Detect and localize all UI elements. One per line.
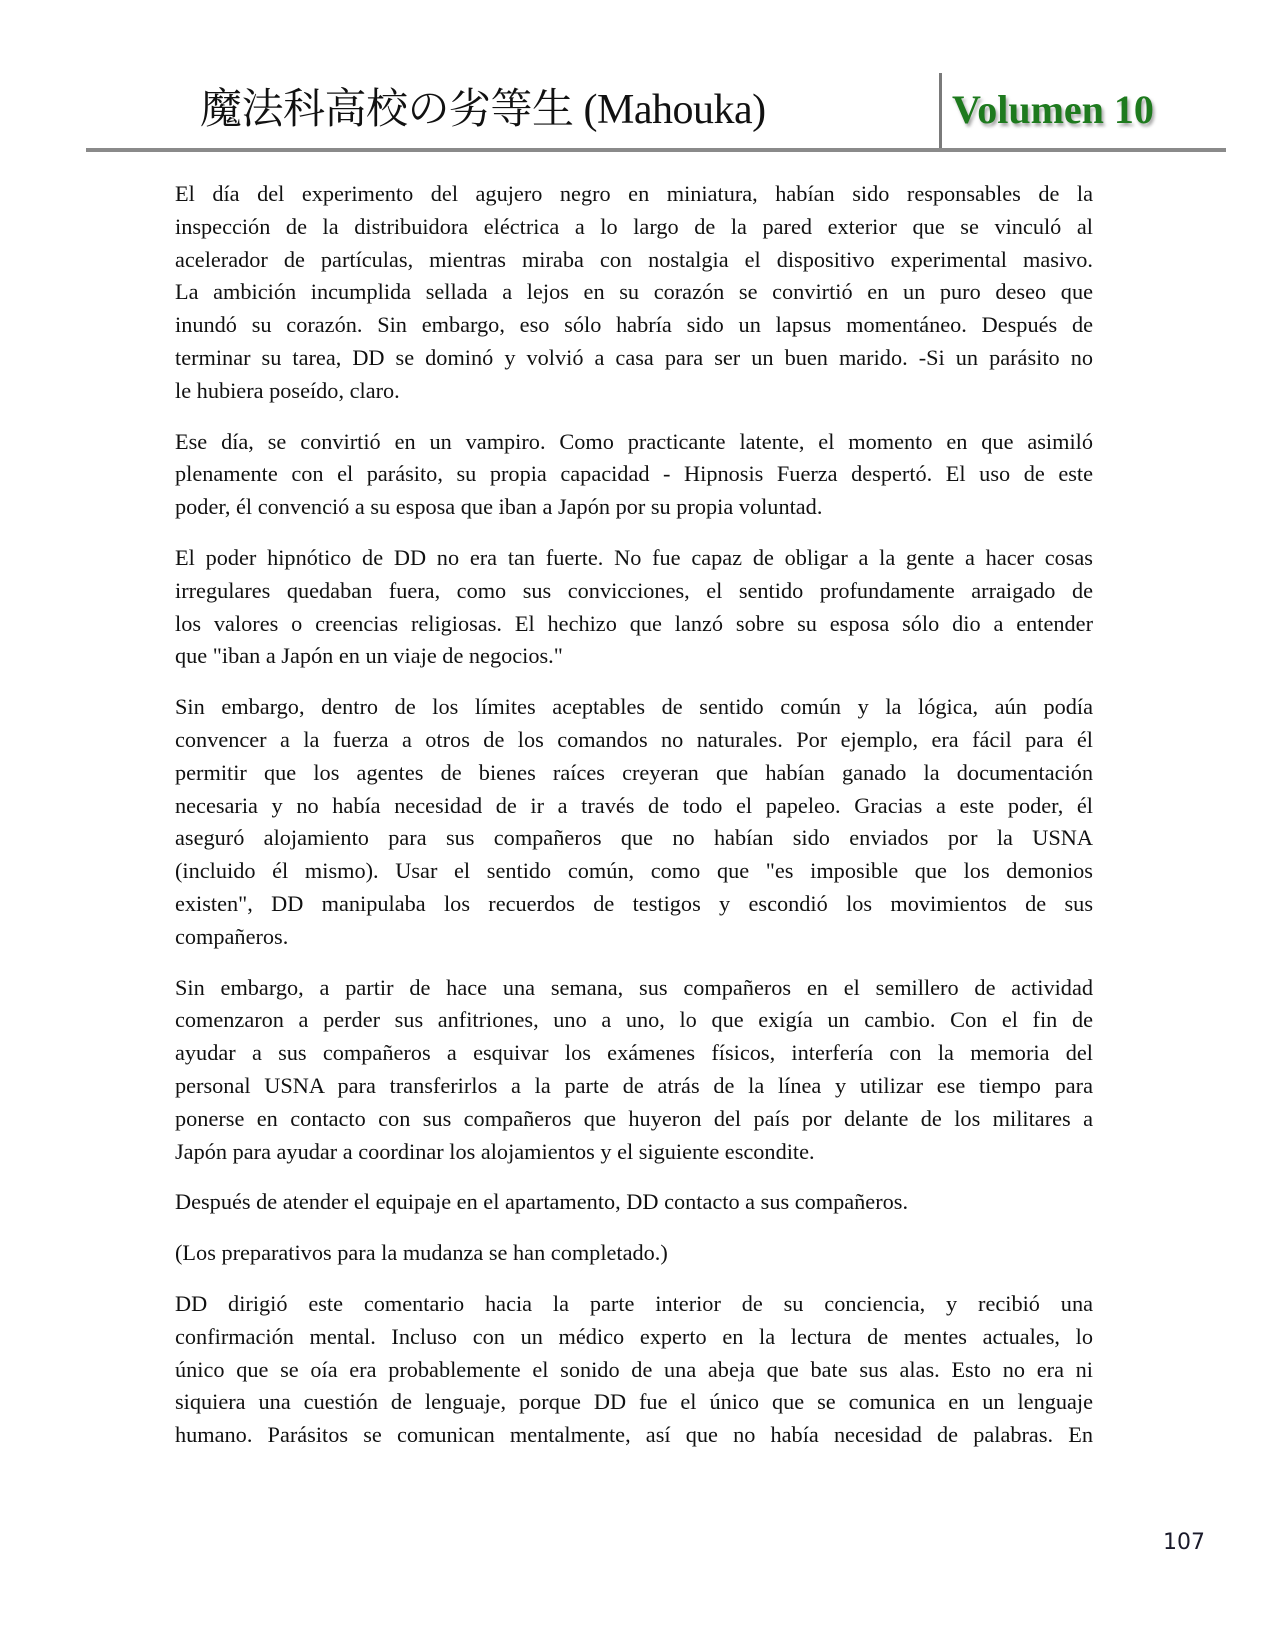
text-line: El poder hipnótico de DD no era tan fuerte. No fue capaz de obligar a la gente a hacer cosas xyxy=(175,544,1093,570)
text-line: ayudar a sus compañeros a esquivar los exámenes físicos, interfería con la memoria del xyxy=(175,1040,1093,1066)
body-text xyxy=(175,178,1093,1470)
paragraph xyxy=(175,1237,1093,1270)
page-header xyxy=(0,0,1275,160)
text-line: le hubiera poseído, claro. xyxy=(175,377,400,403)
text-line: siquiera una cuestión de lenguaje, porque DD fue el único que se comunica en un lenguaje xyxy=(175,1389,1093,1415)
text-line: (incluido él mismo). Usar el sentido común, como que "es imposible que los demonios xyxy=(175,858,1093,884)
text-line: El día del experimento del agujero negro en miniatura, habían sido responsables de la xyxy=(175,181,1093,206)
text-line: convencer a la fuerza a otros de los comandos no naturales. Por ejemplo, era fácil para él xyxy=(175,726,1093,752)
book-title: 魔法科高校の劣等生 (Mahouka) xyxy=(200,87,766,133)
page-number: 107 xyxy=(1163,1530,1205,1555)
text-line: Japón para ayudar a coordinar los alojamientos y el siguiente escondite. xyxy=(175,1138,815,1164)
paragraph xyxy=(175,542,1093,673)
text-line: comenzaron a perder sus anfitriones, uno a uno, lo que exigía un cambio. Con el fin de xyxy=(175,1007,1093,1033)
text-line: Después de atender el equipaje en el apartamento, DD contacto a sus compañeros. xyxy=(175,1189,909,1215)
text-line: existen", DD manipulaba los recuerdos de testigos y escondió los movimientos de sus xyxy=(175,890,1093,916)
text-line: (Los preparativos para la mudanza se han completado.) xyxy=(175,1240,668,1266)
volume-label: Volumen 10 xyxy=(952,87,1154,132)
paragraph xyxy=(175,178,1093,408)
text-line: irregulares quedaban fuera, como sus convicciones, el sentido profundamente arraigado de xyxy=(175,577,1093,603)
header-separator xyxy=(939,73,942,150)
paragraph xyxy=(175,972,1093,1169)
text-line: acelerador de partículas, mientras miraba con nostalgia el dispositivo experimental masivo. xyxy=(175,246,1093,272)
text-line: que "iban a Japón en un viaje de negocios." xyxy=(175,643,563,669)
paragraph xyxy=(175,691,1093,953)
text-line: La ambición incumplida sellada a lejos en su corazón se convirtió en un puro deseo que xyxy=(175,279,1093,305)
text-line: Sin embargo, dentro de los límites aceptables de sentido común y la lógica, aún podía xyxy=(175,694,1093,720)
paragraph xyxy=(175,1186,1093,1219)
paragraph xyxy=(175,1288,1093,1452)
text-line: confirmación mental. Incluso con un médico experto en la lectura de mentes actuales, lo xyxy=(175,1323,1093,1349)
text-line: ponerse en contacto con sus compañeros que huyeron del país por delante de los militares a xyxy=(175,1105,1093,1131)
text-line: los valores o creencias religiosas. El hechizo que lanzó sobre su esposa sólo dio a entender xyxy=(175,610,1093,636)
header-rule xyxy=(86,148,1226,152)
text-line: Ese día, se convirtió en un vampiro. Como practicante latente, el momento en que asimiló xyxy=(175,428,1093,454)
text-line: compañeros. xyxy=(175,923,289,949)
text-line: inspección de la distribuidora eléctrica a lo largo de la pared exterior que se vinculó al xyxy=(175,213,1093,239)
paragraph xyxy=(175,426,1093,524)
text-line: plenamente con el parásito, su propia capacidad - Hipnosis Fuerza despertó. El uso de este xyxy=(175,461,1093,487)
text-line: permitir que los agentes de bienes raíces creyeran que habían ganado la documentación xyxy=(175,759,1093,785)
text-line: Sin embargo, a partir de hace una semana, sus compañeros en el semillero de actividad xyxy=(175,974,1093,1000)
text-line: humano. Parásitos se comunican mentalmente, así que no había necesidad de palabras. En xyxy=(175,1422,1093,1448)
text-line: DD dirigió este comentario hacia la parte interior de su conciencia, y recibió una xyxy=(175,1290,1093,1316)
text-line: necesaria y no había necesidad de ir a través de todo el papeleo. Gracias a este poder, él xyxy=(175,792,1093,818)
text-line: inundó su corazón. Sin embargo, eso sólo habría sido un lapsus momentáneo. Después de xyxy=(175,312,1093,338)
text-line: personal USNA para transferirlos a la parte de atrás de la línea y utilizar ese tiempo para xyxy=(175,1072,1093,1098)
text-line: único que se oía era probablemente el sonido de una abeja que bate sus alas. Esto no era ni xyxy=(175,1356,1093,1382)
text-line: aseguró alojamiento para sus compañeros que no habían sido enviados por la USNA xyxy=(175,825,1093,851)
text-line: poder, él convenció a su esposa que iban a Japón por su propia voluntad. xyxy=(175,494,823,520)
text-line: terminar su tarea, DD se dominó y volvió a casa para ser un buen marido. -Si un parásito no xyxy=(175,344,1093,370)
